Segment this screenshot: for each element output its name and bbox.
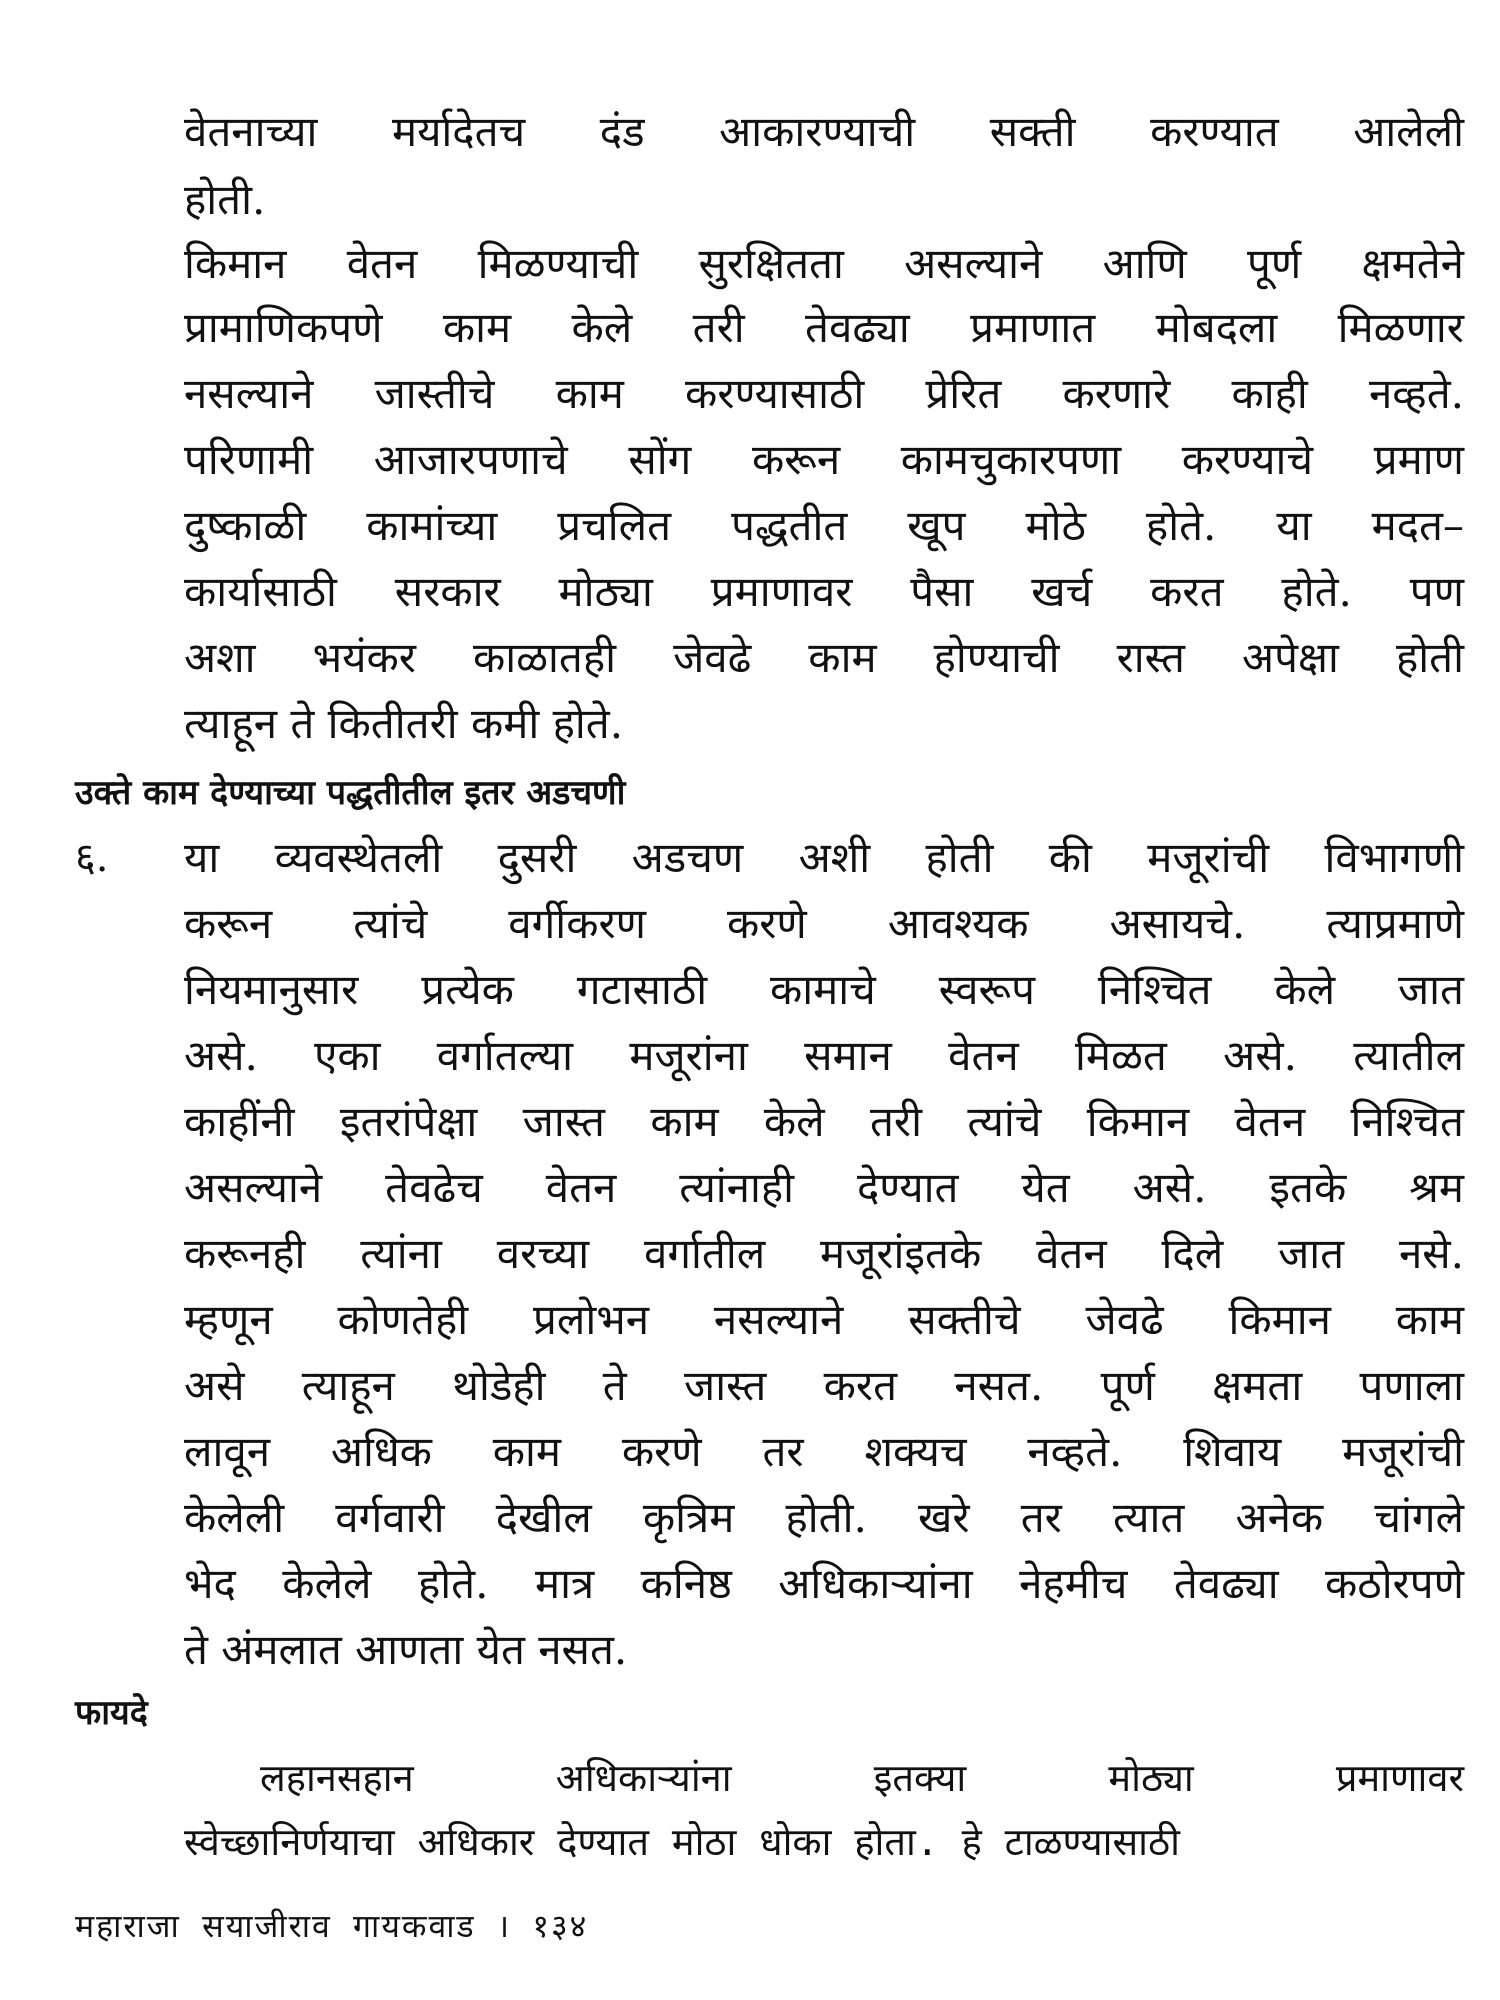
text-line: भेद केलेले होते. मात्र कनिष्ठ अधिकाऱ्यांना नेहमीच तेवढ्या कठोरपणे xyxy=(184,1559,1464,1608)
text-line: असे त्याहून थोडेही ते जास्त करत नसत. पूर्ण क्षमता पणाला xyxy=(184,1361,1464,1410)
text-line: करूनही त्यांना वरच्या वर्गातील मजूरांइतके वेतन दिले जात नसे. xyxy=(184,1229,1464,1278)
text-line: नसल्याने जास्तीचे काम करण्यासाठी प्रेरित करणारे काही नव्हते. xyxy=(184,369,1464,418)
text-line: लहानसहान अधिकाऱ्यांना इतक्या मोठ्या प्रमाणावर xyxy=(260,1756,1464,1800)
text-line: वेतनाच्या मर्यादेतच दंड आकारण्याची सक्ती करण्यात आलेली xyxy=(184,107,1464,156)
text-line: परिणामी आजारपणाचे सोंग करून कामचुकारपणा करण्याचे प्रमाण xyxy=(184,435,1464,484)
text-line: कार्यासाठी सरकार मोठ्या प्रमाणावर पैसा खर्च करत होते. पण xyxy=(184,567,1464,616)
text-line: केलेली वर्गवारी देखील कृत्रिम होती. खरे तर त्यात अनेक चांगले xyxy=(184,1493,1464,1542)
text-line: ते अंमलात आणता येत नसत. xyxy=(184,1625,628,1674)
text-line: असे. एका वर्गातल्या मजूरांना समान वेतन मिळत असे. त्यातील xyxy=(184,1031,1464,1080)
text-line: होती. xyxy=(184,175,266,224)
section-heading-benefits: फायदे xyxy=(75,1693,148,1733)
page-footer: महाराजा सयाजीराव गायकवाड । १३४ xyxy=(75,1907,589,1945)
text-line: किमान वेतन मिळण्याची सुरक्षितता असल्याने आणि पूर्ण क्षमतेने xyxy=(184,239,1464,288)
text-line: असल्याने तेवढेच वेतन त्यांनाही देण्यात येत असे. इतके श्रम xyxy=(184,1163,1464,1212)
text-line: स्वेच्छानिर्णयाचा अधिकार देण्यात मोठा धोका होता. हे टाळण्यासाठी xyxy=(184,1820,1180,1864)
text-line: दुष्काळी कामांच्या प्रचलित पद्धतीत खूप मोठे होते. या मदत– xyxy=(184,501,1464,550)
text-line: करून त्यांचे वर्गीकरण करणे आवश्यक असायचे. त्याप्रमाणे xyxy=(184,899,1464,948)
text-line: अशा भयंकर काळातही जेवढे काम होण्याची रास्त अपेक्षा होती xyxy=(184,633,1464,682)
text-line: नियमानुसार प्रत्येक गटासाठी कामाचे स्वरूप निश्चित केले जात xyxy=(184,965,1464,1014)
text-line: या व्यवस्थेतली दुसरी अडचण अशी होती की मजूरांची विभागणी xyxy=(184,833,1464,882)
paragraph-number: ६. xyxy=(75,835,109,881)
text-line: काहींनी इतरांपेक्षा जास्त काम केले तरी त्यांचे किमान वेतन निश्चित xyxy=(184,1097,1464,1146)
text-line: प्रामाणिकपणे काम केले तरी तेवढ्या प्रमाणात मोबदला मिळणार xyxy=(184,303,1464,352)
section-heading: उक्ते काम देण्याच्या पद्धतीतील इतर अडचणी xyxy=(75,773,626,813)
text-line: म्हणून कोणतेही प्रलोभन नसल्याने सक्तीचे जेवढे किमान काम xyxy=(184,1295,1464,1344)
text-line: त्याहून ते कितीतरी कमी होते. xyxy=(184,699,624,748)
text-line: लावून अधिक काम करणे तर शक्यच नव्हते. शिवाय मजूरांची xyxy=(184,1427,1464,1476)
